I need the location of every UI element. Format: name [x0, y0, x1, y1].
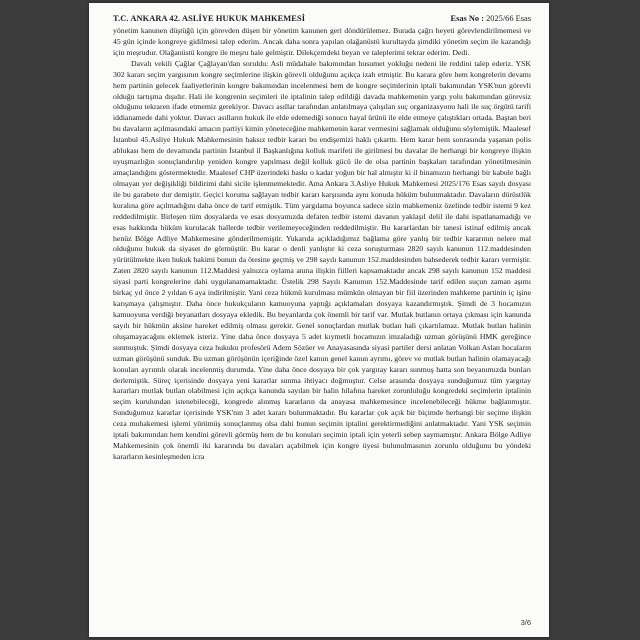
paragraph: Davalı vekili Çağlar Çağlayan'dan soruldu: Asli müdahale bakımından husumet yokluğu nedeni ile reddini talep ederiz. YSK 302 kararı seçim yargısının kongre seçimlerine ilişkin görevli olduğunu açıkça izah etmiştir. Bu karara göre hem kongrelerin devamı hem partinin gelecek faaliyetlerinin kongre bakımından incelenmesi hem de kongre seçimlerinin iptali bakımından YSK'nun görevli olduğu tartışma dışıdır. Hali ile kongrenin seçimleri ile iptalinin talep edildiği davada mahkemenin yargı yolu bakımından görevsiz olduğunu tekraren ifade etmemiz gerekiyor. Davacı asıllar tarafından anlatılmaya çalışılan suç organizasyonu hali ile suç örgütü tarifi iddianamede dahi yoktur. Davacı asılların hukuk ile elde edemediği sonucu hayal ürünü ile elde etmeye çalıştıkları ortada. Baştan beri bu davaların açılmasındaki amacın partiyi kimin yöneteceğine mahkemenin karar vermesini sağlamak olduğunu söylemiştik. Maalesef İstanbul 45.Asliye Hukuk Mahkemesinin haksız tedbir kararı bu endişemizi haklı çıkarttı. Hem karar hem sonrasında yaşanan polis ablukası hem de devamında partinin İstanbul il Başkanlığına kolluk marifeti ile girilmesi bu davalar ile herhangi bir kongreye ilişkin uyuşmazlığın sonuçlandırılıp yeniden kongre yapılması değil kolluk gücü ile de olsa partinin başkaları tarafından yönetilmesinin amaçlandığını göstermektedir. Maalesef CHP üzerindeki baskı o kadar yoğun bir hal almıştır ki il binamızın herhangi bir kabule bağlı olmayan yer değişikliği bildirimi dahi sicile işlenmemektedir. Ama Ankara 3.Asliye Hukuk Mahkemesi 2025/176 Esas sayılı dosyası ile bu garabete dur demiştir. Geçici koruma sağlayan tedbir kararı karşısında aynı konuda hüküm bulunmaktadır. Davaların dürüstlük kuralına göre açılmadığını daha önce de tarif etmiştik. Tüm yargılama boyunca sadece sizin mahkemeniz özelinde tedbir istemi 9 kez reddedilmiştir. Birleşen tüm dosyalarda ve esas dosyamızda defaten tedbir istemi davanın yaklaşıl delil ile dahi ispatlanamadığı ve esas hakkında hüküm kurulacak hallerde tedbir verilemeyeceğinden reddedilmiştir. Bu kararlardan bir tanesi istinaf edilmiş ancak henüz Bölge Adliye Mahkemesine gönderilmemiştir. Yukarıda açıkladığımız bağlama göre yanlış bir tedbir kararının nelere mal olduğunu hukuk da siyaset de görmüştür. Bu karar o denli yanlıştır ki ceza soruşturması 2820 sayılı kanunun 112.maddesinden yürütülmekte iken hukuk hakimi bunun da ötesine geçmiş ve 298 sayılı kanunun 152.maddesinden bahsederek tedbir kararı vermiştir. Zaten 2820 sayılı kanunun 112.Maddesi yalnızca oylama anına ilişkin fiilleri kapsamaktadır ancak 298 sayılı kanunun 152 maddesi siyasi parti kongrelerine dahi uygulanamamaktadır. Üstelik 298 Sayılı Kanunun 152.Maddesinde tarif edilen suçun zaman aşımı birkaç yıl önce 2 yıldan 6 aya indirilmiştir. Yani ceza hükmü kurulması mümkün olmayan bir fiil üzerinden mahkeme partinin iç işine karışmaya çalışmıştır. Daha önce hukukçuların kamuoyuna yaptığı açıklamaları dosyaya kazandırmıştık. Şimdi de 3 hocamızın kamuoyuna verdiği beyanatları dosyaya ekledik. Bu beyanlarda çok önemli bir tarif var. Mutlak butlanın ortaya çıkması için kanunda sayılı bir hükmün aksine hareket edilmiş olması gerekir. Genel sonuçlardan mutlak butlan hali çıkartılamaz. Mutlak butlan halinin oluşamayacağını eklemek isteriz. Yine daha önce dosyaya 5 adet kıymetli hocamızın imzaladığı uzman görüşünü HMK gereğince sunmuştuk. Şimdi dosyaya ceza hukuku profesörü Adem Sözüer ve Anayasasında siyasi partiler dersi anlatan Volkan Aslan hocaların uzman görüşünü sunduk. Bu uzman görüşünün içeriğinde özel kanun genel kanun ayrımı, görev ve mutlak butlan halinin olamayacağı konuları ayrıntılı olarak incelenmiş durumda. Yine daha önce dosyaya bir çok yargıtay kararı sunmuş hatta son beyanımızda bunları derlemiştik. Süreç içerisinde dosyaya yeni kararlar sunma ihtiyacı doğmuştur. Celse arasında dosyaya sunduğumuz tüm yargıtay kararları mutlak butlan olabilmesi için açıkça kanunda sayılan bir halin hilafına hareket zorunluluğu kongredeki seçimlerin iptalinin seçim kurulundan istenebileceği, kongrede alınmış kararların da anayasa mahkemesince incelenebileceği hükme bağlanmıştır. Sunduğumuz kararlar içerisinde YSK'nın 3 adet kararı bulunmaktadır. Bu kararlar çok açık bir biçimde herhangi bir seçime ilişkin ceza muhakemesi işlemi yürümüş sonuçlanmış olsa dahi bunun seçimin iptalini gerektirmediğini anlatmaktadır. Yani YSK seçimin iptali bakımından hem kendini görevli görmüş hem de bu konuları seçimin iptali için yeterli sebep saymamıştır. Ankara Bölge Adliye Mahkemesinin çok önemli iki kararında bu davaları açabilmek için kongre üyesi bulunulmasının zorunlu olduğunu bu yöndeki kararların kesinleşmeden icra	[113, 58, 531, 461]
document-page	[89, 3, 549, 637]
document-body	[113, 26, 531, 463]
court-name: T.C. ANKARA 42. ASLİYE HUKUK MAHKEMESİ	[113, 14, 306, 23]
document-header	[113, 14, 531, 24]
page-number: 3/6	[520, 618, 531, 627]
esas-value: 2025/66 Esas	[486, 14, 531, 23]
paragraph: yönetim kanunen düştüğü için görevden düşen bir yönetim kanunen geri döndürülemez. Burada çağrı heyeti görevlendirilmemesi ve 45 gün içinde kongreye gidilmesi talep ederim. Ancak daha sonra yapılan olağanüstü kurultayda şimdiki yönetim seçim ile kazandığı için meşrudur. Olağanüstü kongre ile meşru hale gelmiştir. Dilekçemdeki beyan ve taleplerimi tekrar ederim. Dedi.	[113, 26, 531, 57]
esas-label: Esas No :	[450, 14, 484, 23]
esas-number	[450, 14, 531, 24]
